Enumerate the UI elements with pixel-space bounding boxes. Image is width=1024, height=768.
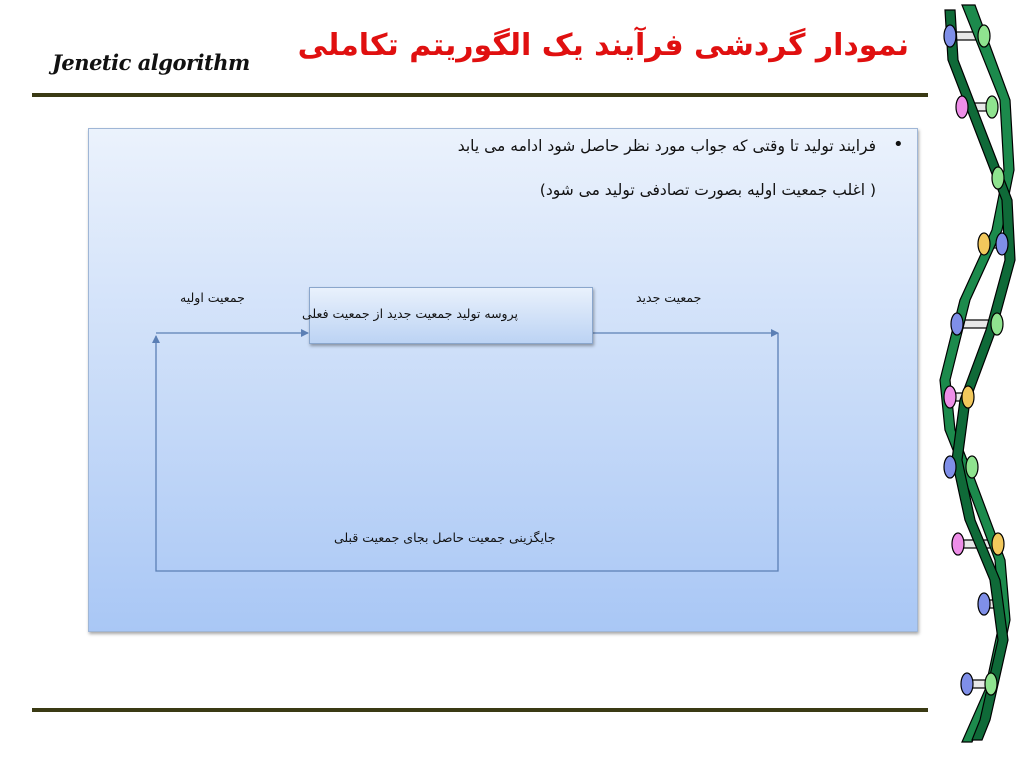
new-population-label: جمعیت جدید (636, 290, 702, 305)
bullet-text-line2: ( اغلب جمعیت اولیه بصورت تصادفی تولید می شود) (539, 181, 876, 199)
process-box (302, 287, 593, 344)
slide-title: نمودار گردشی فرآیند یک الگوریتم تکاملی (297, 28, 909, 63)
replacement-label: جایگزینی جمعیت حاصل بجای جمعیت قبلی (334, 530, 556, 545)
process-box-label: پروسه تولید جمعیت جدید از جمعیت فعلی (302, 306, 518, 321)
initial-population-label: جمعیت اولیه (180, 290, 245, 305)
logo-text: Jenetic algorithm (52, 50, 250, 75)
bullet-icon: • (893, 134, 904, 155)
bullet-text-line1: فرایند تولید تا وقتی که جواب مورد نظر حاصل شود ادامه می یابد (457, 137, 876, 155)
dna-helix-icon (938, 0, 1024, 768)
